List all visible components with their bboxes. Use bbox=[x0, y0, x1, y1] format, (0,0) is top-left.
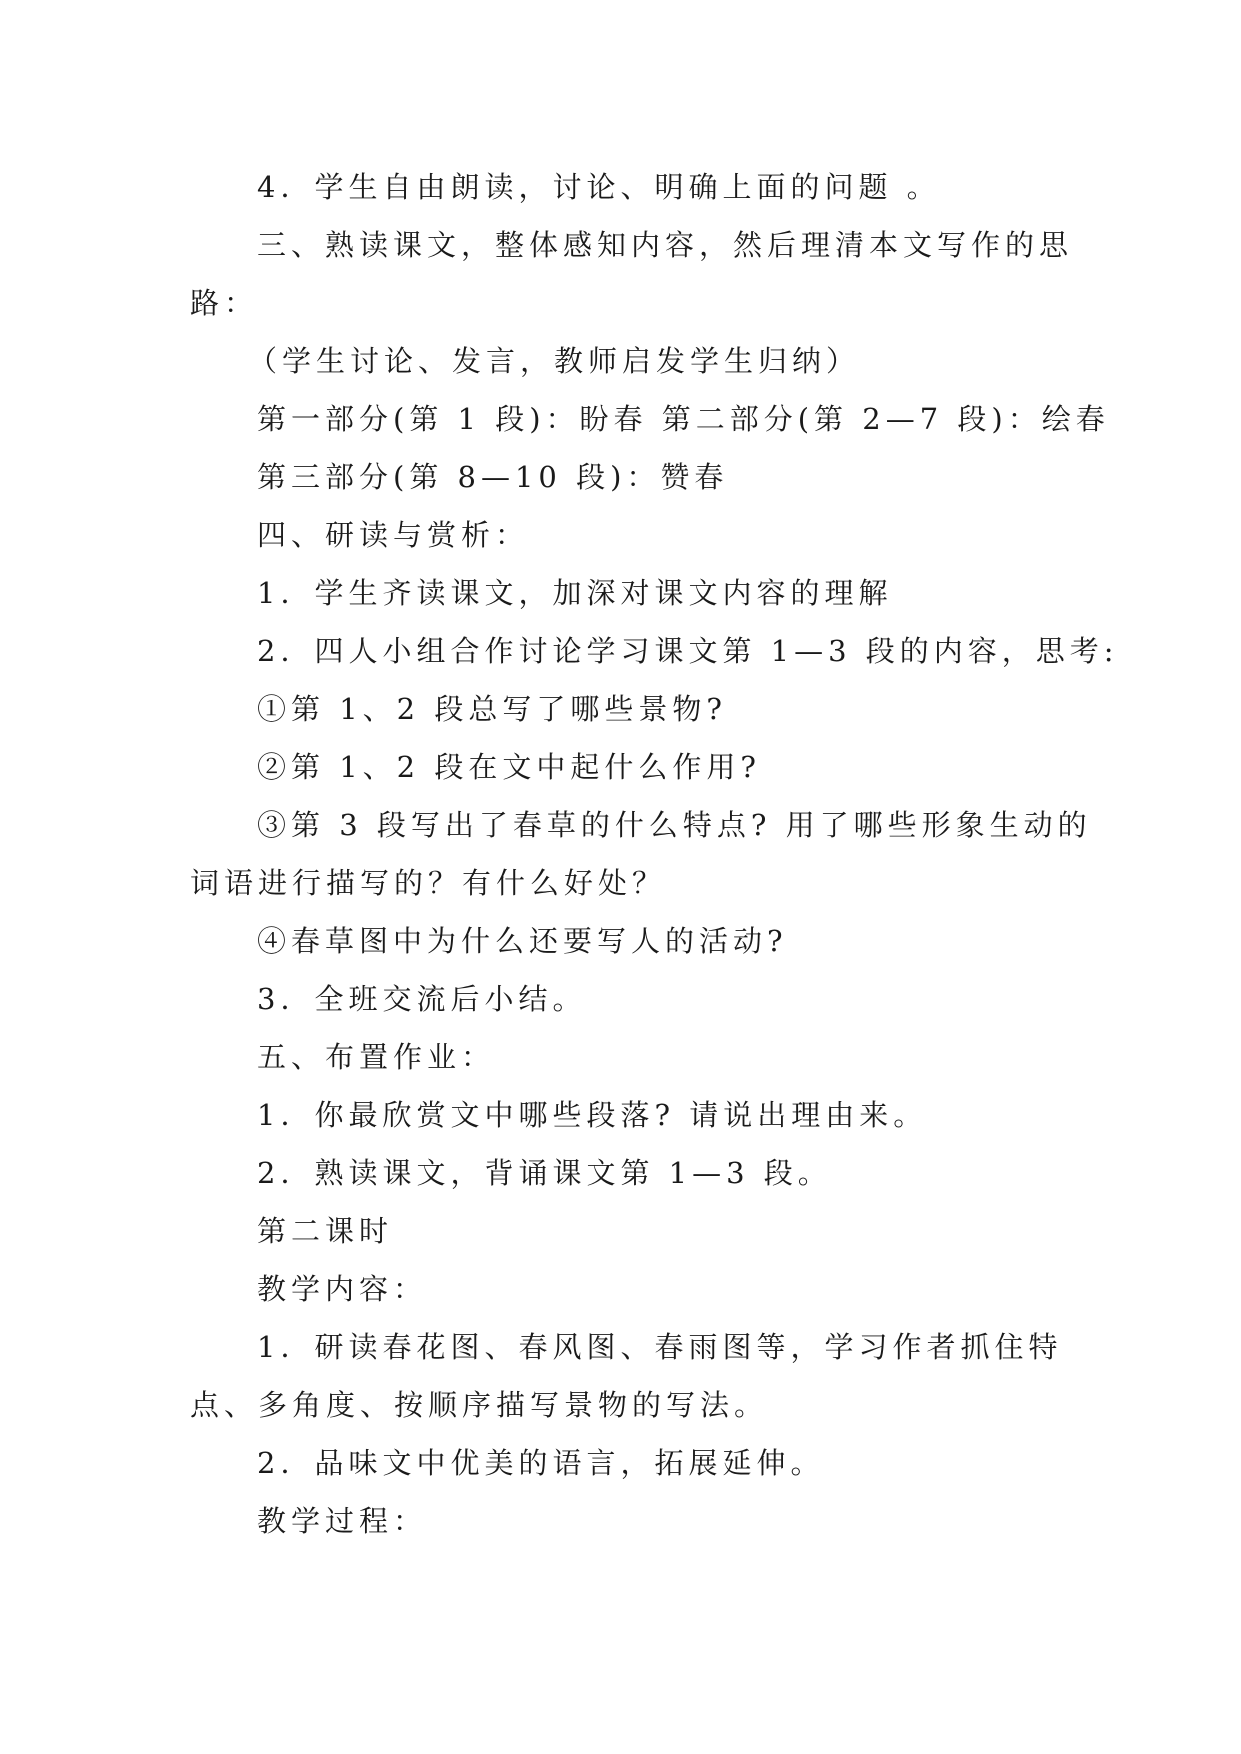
text-line: （学生讨论、发言，教师启发学生归纳） bbox=[248, 344, 861, 378]
text-line: 第一部分(第 1 段)：盼春 第二部分(第 2—7 段)：绘春 bbox=[257, 402, 1110, 436]
text-line: 路： bbox=[190, 286, 259, 320]
text-line: ④春草图中为什么还要写人的活动? bbox=[257, 924, 788, 958]
text-line: 1．研读春花图、春风图、春雨图等，学习作者抓住特 bbox=[257, 1330, 1063, 1364]
text-line: 2．四人小组合作讨论学习课文第 1—3 段的内容，思考: bbox=[257, 634, 1119, 668]
text-line: ②第 1、2 段在文中起什么作用? bbox=[257, 750, 761, 784]
text-line: 1．你最欣赏文中哪些段落? 请说出理由来。 bbox=[257, 1098, 928, 1132]
text-line: 第三部分(第 8—10 段)：赞春 bbox=[257, 460, 729, 494]
text-line: 1．学生齐读课文，加深对课文内容的理解 bbox=[257, 576, 893, 610]
text-line: 2．品味文中优美的语言，拓展延伸。 bbox=[257, 1446, 825, 1480]
text-line: 2．熟读课文，背诵课文第 1—3 段。 bbox=[257, 1156, 832, 1190]
text-line: 四、研读与赏析： bbox=[257, 518, 530, 552]
text-line: ①第 1、2 段总写了哪些景物? bbox=[257, 692, 727, 726]
text-line: 三、熟读课文，整体感知内容，然后理清本文写作的思 bbox=[257, 228, 1074, 262]
text-line: 五、布置作业： bbox=[257, 1040, 496, 1074]
text-line: 词语进行描写的？有什么好处？ bbox=[190, 866, 667, 900]
text-line: 第二课时 bbox=[257, 1214, 394, 1248]
text-line: 教学过程： bbox=[257, 1504, 428, 1538]
text-line: 点、多角度、按顺序描写景物的写法。 bbox=[190, 1388, 769, 1422]
text-line: 3．全班交流后小结。 bbox=[257, 982, 587, 1016]
text-line: ③第 3 段写出了春草的什么特点? 用了哪些形象生动的 bbox=[257, 808, 1092, 842]
text-line: 4．学生自由朗读，讨论、明确上面的问题 。 bbox=[257, 170, 941, 204]
text-line: 教学内容： bbox=[257, 1272, 428, 1306]
